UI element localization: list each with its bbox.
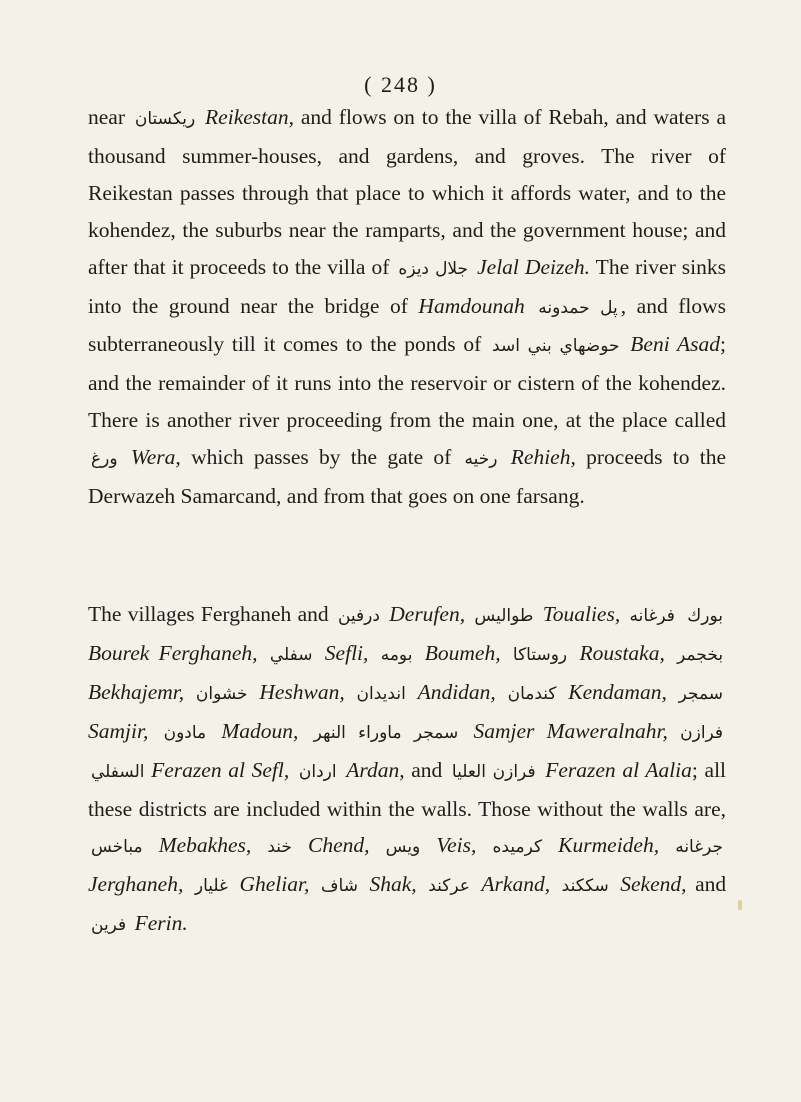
arabic-term: طواليس	[474, 606, 534, 626]
arabic-term: فرازن السفلي	[91, 722, 724, 782]
transliteration: Derufen,	[389, 602, 466, 626]
paper-speck	[738, 900, 742, 910]
text-run: which passes by the gate of	[180, 445, 462, 470]
transliteration: Andidan,	[417, 679, 496, 704]
arabic-term: خشوان	[195, 683, 248, 704]
text-run: proceeds to the Derwazeh Samarcand, and from that goes on one farsang.	[88, 445, 727, 509]
text-run: and	[686, 872, 727, 897]
text-run: , and flows subterraneously till it comes to the ponds of	[88, 293, 726, 357]
arabic-term: كرميده	[492, 837, 543, 858]
arabic-term: جرغانه	[675, 837, 724, 858]
arabic-term: انديدان	[356, 683, 406, 704]
arabic-term: مباخس	[91, 837, 143, 858]
arabic-term: سمجر ماوراء النهر	[313, 722, 459, 743]
transliteration: Rehieh,	[510, 445, 576, 470]
transliteration: Samjir,	[88, 718, 149, 743]
arabic-term: شاف	[320, 876, 358, 897]
transliteration: Jerghaneh,	[88, 872, 184, 897]
arabic-term: سمجر	[678, 683, 724, 704]
transliteration: Kendaman,	[568, 679, 667, 704]
transliteration: Heshwan,	[259, 679, 345, 704]
transliteration: Jelal Deizeh.	[477, 254, 591, 279]
arabic-term: ريكستان	[134, 109, 196, 129]
transliteration: Toualies,	[542, 602, 621, 626]
transliteration: Ferin.	[134, 911, 188, 936]
arabic-term: فرغانه	[629, 606, 675, 626]
transliteration: Sefli,	[324, 640, 369, 665]
transliteration: Kurmeideh,	[558, 833, 660, 858]
arabic-term: خند	[267, 837, 292, 858]
arabic-term: فرين	[91, 915, 127, 936]
transliteration: Hamdounah	[418, 293, 525, 318]
transliteration: Wera,	[130, 445, 181, 470]
paragraph-2	[88, 596, 726, 944]
transliteration: Bourek Ferghaneh,	[88, 640, 258, 665]
transliteration: Madoun,	[221, 718, 299, 743]
arabic-term: روستاكا	[512, 644, 568, 665]
transliteration: Boumeh,	[424, 640, 501, 665]
arabic-term: بومه	[380, 644, 413, 665]
transliteration: Mebakhes,	[158, 833, 252, 858]
arabic-term: سفلي	[269, 644, 313, 665]
transliteration: Sekend,	[620, 872, 687, 897]
arabic-term: اردان	[298, 761, 337, 782]
arabic-term: بخجمر	[677, 644, 724, 665]
arabic-term: سككند	[561, 876, 609, 897]
text-run: The river sinks into the ground near the bridge of	[88, 254, 726, 318]
arabic-term: ويس	[385, 837, 421, 858]
arabic-term: بورك	[687, 606, 723, 626]
transliteration: Ferazen al Aalia	[545, 757, 692, 782]
arabic-term: جلال ديزه	[398, 258, 469, 279]
text-run: ; and the remainder of it runs into the reservoir or cistern of the kohendez. There is another river proceeding from the main one, at the place called	[88, 332, 726, 433]
arabic-term: مادون	[163, 722, 207, 743]
arabic-term: ورغ	[91, 449, 118, 470]
text-run: and	[404, 757, 449, 782]
transliteration: Roustaka,	[579, 640, 665, 665]
arabic-term: درفين	[337, 606, 380, 626]
arabic-term: فرازن العليا	[451, 761, 536, 782]
transliteration: Ferazen al Sefl,	[151, 757, 290, 782]
transliteration: Ardan,	[346, 757, 405, 782]
transliteration: Chend,	[308, 833, 370, 858]
arabic-term: حوضهاي بني اسد	[492, 336, 620, 357]
arabic-term: عركند	[428, 876, 470, 897]
transliteration: Shak,	[369, 872, 417, 897]
text-run: near	[88, 105, 132, 129]
transliteration: Gheliar,	[239, 872, 310, 897]
paragraph-1	[88, 99, 726, 515]
transliteration: Beni Asad	[630, 332, 721, 357]
transliteration: Samjer Maweralnahr,	[473, 718, 668, 743]
transliteration: Bekhajemr,	[88, 679, 185, 704]
arabic-term: پل حمدونه	[538, 297, 618, 318]
arabic-term: رخيه	[464, 449, 498, 470]
transliteration: Reikestan,	[205, 105, 294, 129]
transliteration: Veis,	[436, 833, 477, 858]
arabic-term: كندمان	[507, 683, 557, 704]
arabic-term: غليار	[194, 876, 228, 897]
page-number: ( 248 )	[364, 72, 437, 97]
text-run: ; all these districts are included within the walls. Those without the walls are,	[88, 757, 727, 821]
text-run: and flows on to the villa of Rebah, and waters a thousand summer-houses, and gardens, and groves. The river of Reikestan passes through that place to which it affords water, and to the kohendez, the suburbs near the ramparts, and the government house; and after that it proceeds to the villa of	[88, 105, 727, 279]
text-run: The villages Ferghaneh and	[88, 602, 335, 626]
transliteration: Arkand,	[481, 872, 551, 897]
